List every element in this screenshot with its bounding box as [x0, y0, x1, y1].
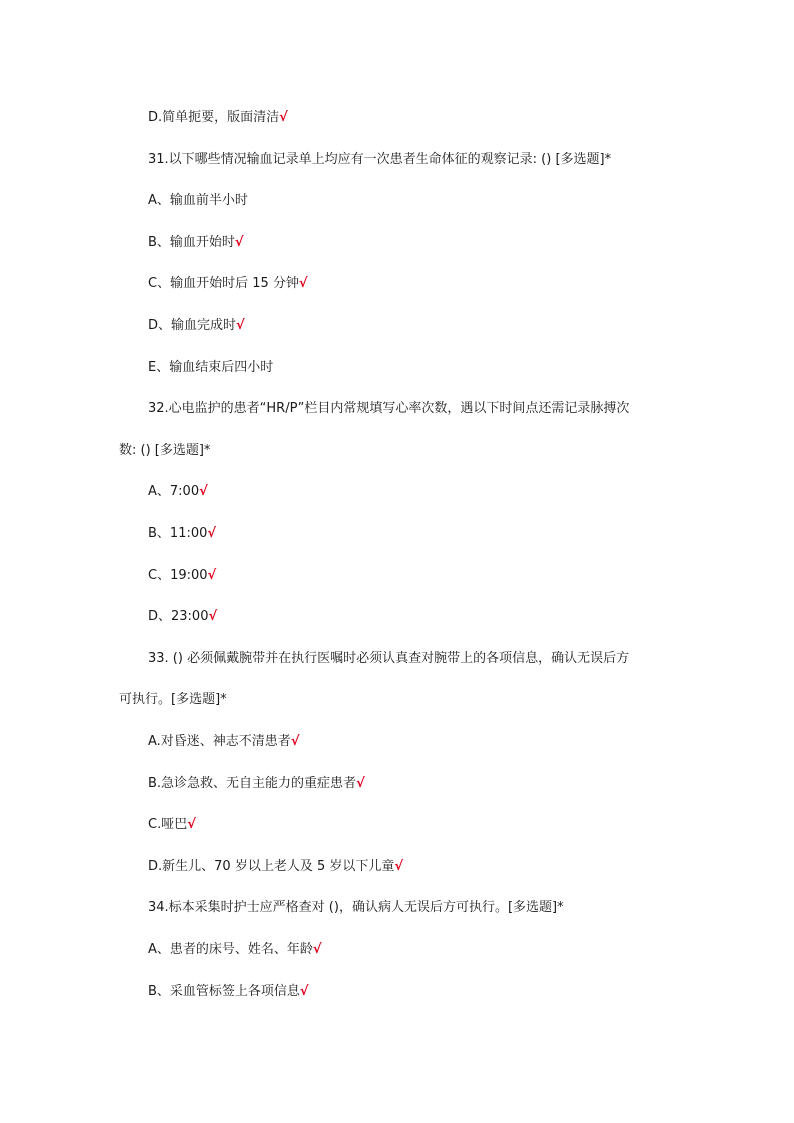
option-line — [148, 816, 196, 834]
checkmark-icon: √ — [207, 526, 217, 541]
option-line — [148, 525, 216, 543]
line-text: 33. () 必须佩戴腕带并在执行医嘱时必须认真查对腕带上的各项信息，确认无误后方 — [148, 651, 630, 666]
checkmark-icon: √ — [298, 276, 308, 291]
question-line — [148, 650, 629, 668]
option-line — [148, 775, 365, 793]
checkmark-icon: √ — [279, 110, 288, 125]
option-line — [148, 983, 309, 1001]
checkmark-icon: √ — [299, 984, 309, 999]
question-line — [148, 400, 629, 418]
line-text: A、输血前半小时 — [148, 193, 248, 208]
line-text: 32.心电监护的患者“HR/P”栏目内常规填写心率次数，遇以下时间点还需记录脉搏次 — [148, 401, 630, 416]
line-text: 31.以下哪些情况输血记录单上均应有一次患者生命体征的观察记录: () [多选题]* — [148, 152, 612, 167]
line-text: A.对昏迷、神志不清患者 — [148, 734, 291, 749]
line-text: B、采血管标签上各项信息 — [148, 984, 300, 999]
line-text: D、输血完成时 — [148, 318, 237, 333]
checkmark-icon: √ — [207, 568, 217, 583]
option-line — [148, 608, 217, 626]
line-text: A、7:00 — [148, 484, 200, 499]
question-line — [148, 151, 611, 169]
option-line — [148, 733, 299, 751]
line-text: E、输血结束后四小时 — [148, 360, 274, 375]
line-text: 数: () [多选题]* — [119, 443, 211, 458]
checkmark-icon: √ — [208, 609, 218, 624]
line-text: C、19:00 — [148, 568, 208, 583]
option-line — [148, 234, 244, 252]
checkmark-icon: √ — [394, 859, 404, 874]
option-line — [148, 483, 208, 501]
question-line — [119, 691, 227, 709]
checkmark-icon: √ — [290, 734, 300, 749]
question-line — [119, 442, 210, 460]
option-line — [148, 275, 308, 293]
line-text: 可执行。[多选题]* — [119, 692, 227, 707]
line-text: D.新生儿、70 岁以上老人及 5 岁以下儿童 — [148, 859, 395, 874]
line-text: 34.标本采集时护士应严格查对 ()，确认病人无误后方可执行。[多选题]* — [148, 900, 564, 915]
checkmark-icon: √ — [199, 484, 208, 499]
checkmark-icon: √ — [356, 776, 365, 791]
line-text: B、输血开始时 — [148, 235, 235, 250]
option-line — [148, 192, 248, 210]
option-line — [148, 317, 245, 335]
option-line — [148, 858, 403, 876]
option-line — [148, 567, 216, 585]
line-text: D.简单扼要，版面清洁 — [148, 110, 280, 125]
line-text: C、输血开始时后 15 分钟 — [148, 276, 299, 291]
option-line — [148, 109, 288, 127]
line-text: A、患者的床号、姓名、年龄 — [148, 942, 313, 957]
question-line — [148, 899, 564, 917]
option-line — [148, 941, 322, 959]
option-line — [148, 359, 273, 377]
checkmark-icon: √ — [234, 235, 244, 250]
line-text: B.急诊急救、无自主能力的重症患者 — [148, 776, 357, 791]
checkmark-icon: √ — [312, 942, 322, 957]
line-text: C.哑巴 — [148, 817, 188, 832]
line-text: D、23:00 — [148, 609, 209, 624]
checkmark-icon: √ — [187, 817, 196, 832]
checkmark-icon: √ — [236, 318, 245, 333]
line-text: B、11:00 — [148, 526, 208, 541]
